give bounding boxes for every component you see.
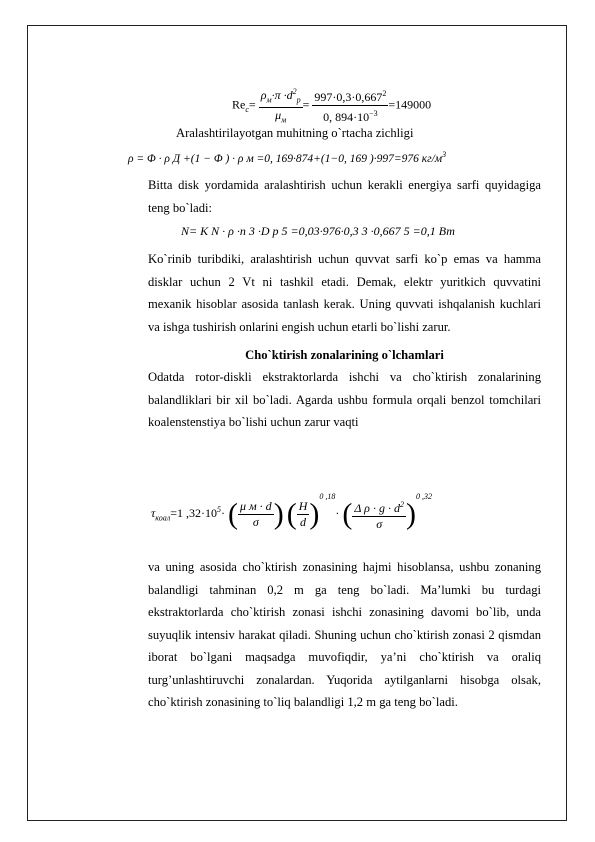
power-equation: N= K N · ρ ·n 3 ·D p 5 =0,03·976·0,3 3 ·0,667 5 =0,1 Вт (181, 224, 455, 238)
density-label: Aralashtirilayotgan muhitning o`rtacha zichligi (176, 126, 414, 140)
paragraph-zones: Odatda rotor-diskli ekstraktorlarda ishchi va cho`ktirish zonalarining balandliklari bir xil bo`ladi. Agarda ushbu formula orqali benzol tomchilari koalenstenstiya bo`lishi uchun zarur vaqti (148, 370, 541, 429)
paragraph-energy: Bitta disk yordamida aralashtirish uchun kerakli energiya sarfi quyidagiga teng bo`ladi: (148, 178, 541, 215)
paragraph-power: Ko`rinib turibdiki, aralashtirish uchun quvvat sarfi ko`p emas va hamma disklar uchun 2 Vt ni tashkil etadi. Demak, elektr yuritkich quvvatini mexanik hisoblar asosida tanlash kerak. Uning quvvati ishqalanish kuchlari va ishga tushirish onlarini engish uchun etarli bo`lishi zarur. (148, 252, 541, 334)
reynolds-equation: $Re_c=$ $\frac{\rho_м\cdot\pi \cdot d^2_р}{\mu_м}$ = $\frac{997\cdot 0,3\cdot 0,667^2}{0, 894\cdot 10^{-3}}$ =149000 (232, 84, 431, 128)
coalescence-time-equation: $\tau_{коал}=1$ $,32\cdot 10^5\cdot$ ( $\frac{\text{μ м · d}}{\sigma}$ ) ( $\frac{H}{d}$ )$^{0 ,18}$· ( $\frac{\Delta \rho \cdot g \cdot d^2}{\sigma}$ )$^{0 ,32}$ (151, 492, 432, 531)
paragraph-settling: va uning asosida cho`ktirish zonasining hajmi hisoblansa, ushbu zonaning balandligi tahminan 0,2 m ga teng bo`ladi. Ma’lumki bu turdagi ekstraktorlarda cho`ktirish zonasi ishchi zonasining davomi bo`lib, unda suyuqlik intensiv harakat qiladi. Shuning uchun cho`ktirish zonasi 2 qismdan iborat bo`lgani maqsadga muvofiqdir, ya’ni cho`ktirish va oraliq turg’unlashtiruvchi zonalardan. Yuqorida aytilganlarni hisobga olsak, cho`ktirish zonasining to`liq balandligi 1,2 m ga teng bo`ladi. (148, 560, 541, 709)
section-heading: Cho`ktirish zonalarining o`lchamlari (245, 348, 444, 362)
density-equation: ρ = Φ · ρ Д +(1 − Φ ) · ρ м =0, 169·874+(1−0, 169 )·997=976 $кг/м^3$ (128, 150, 447, 165)
